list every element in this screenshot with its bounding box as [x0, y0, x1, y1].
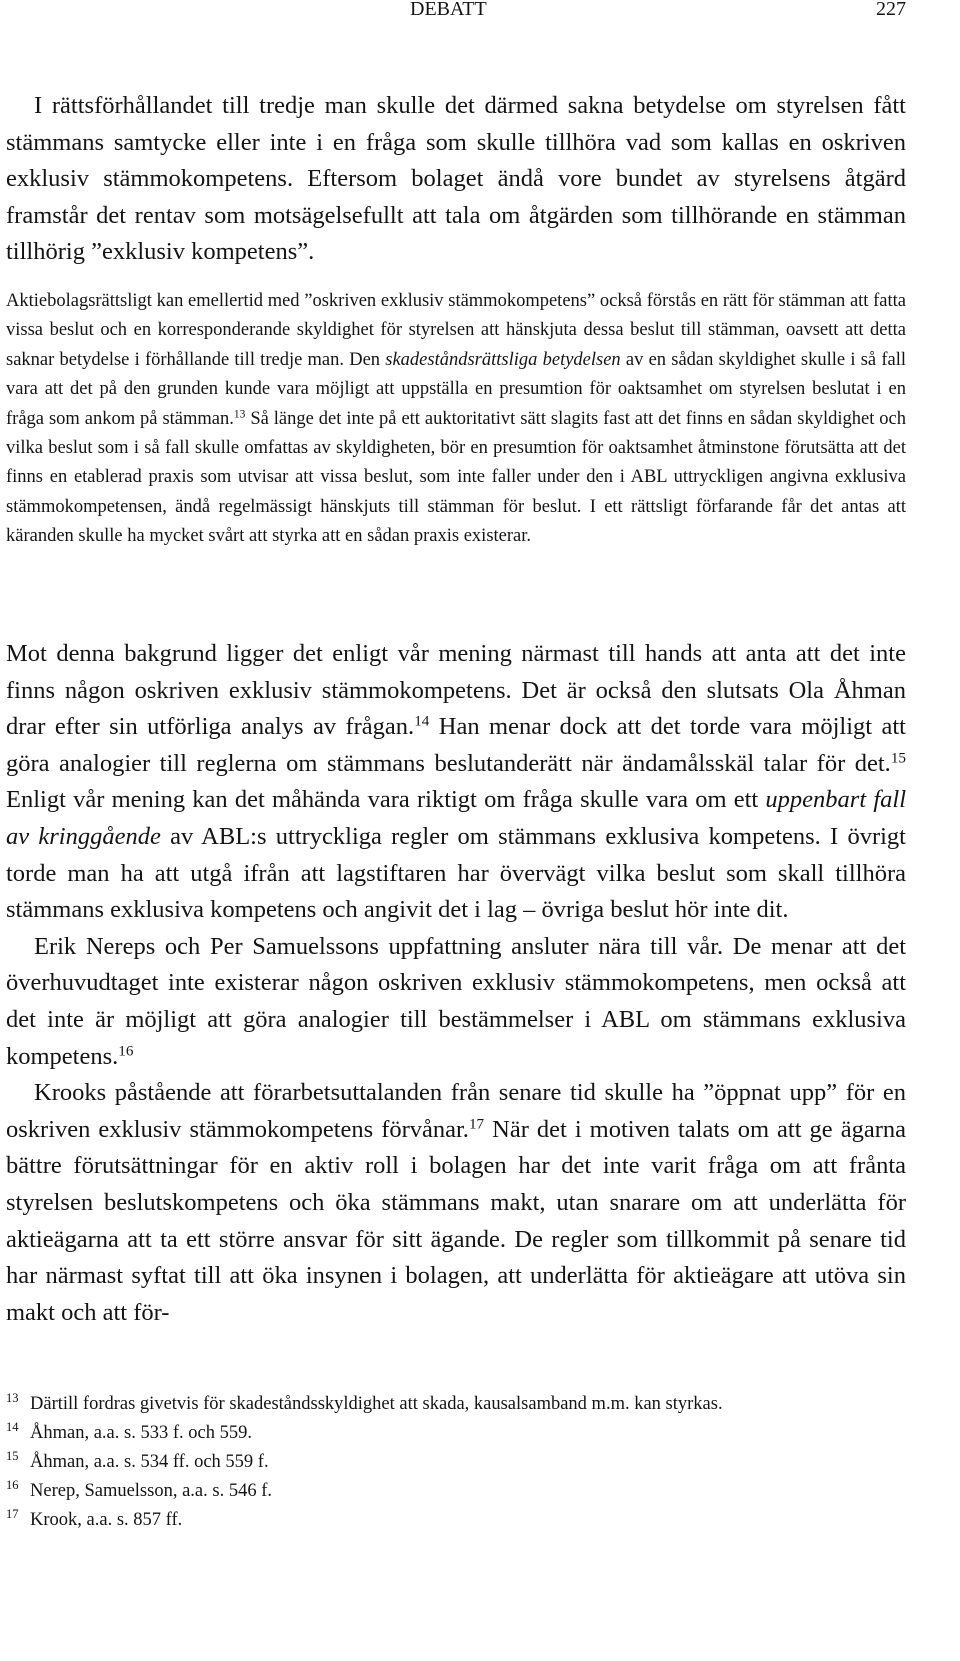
- footnote-16: 16 Nerep, Samuelsson, a.a. s. 546 f.: [6, 1477, 272, 1501]
- footnote-14: 14 Åhman, a.a. s. 533 f. och 559.: [6, 1419, 252, 1443]
- paragraph-krook: [6, 1075, 906, 1331]
- paragraph-company-law-meaning: [6, 287, 906, 552]
- paragraph-text: av en sådan skyldighet skulle i så fall vara att det på den grunden kunde vara möjligt att uppställa en presumtion för oaktsamhet om styrelsen beslutat i en fråga som ankom på stämman.: [6, 349, 906, 429]
- main-text-block: [6, 636, 906, 1331]
- footnote-ref-16: 16: [118, 1042, 134, 1060]
- paragraph-text: Han menar dock att det torde vara möjligt att göra analogier till reglerna om stämmans beslutanderätt när ändamålsskäl talar för det.: [6, 713, 906, 777]
- page-number: 227: [876, 0, 906, 20]
- footnote-13: 13 Därtill fordras givetvis för skadeståndsskyldighet att skada, kausalsamband m.m. kan styrkas.: [6, 1390, 723, 1414]
- paragraph-text: Aktiebolagsrättsligt kan emellertid med ”oskriven exklusiv stämmokompetens” också förstås en rätt för stämman att fatta vissa beslut och en korresponderande skyldighet för styrelsen att hänskjuta dessa beslut till stämman, oavsett att detta saknar betydelse i förhållande till tredje man. Den: [6, 291, 906, 370]
- document-page: [6, 0, 906, 1661]
- paragraph-background: [6, 636, 906, 929]
- paragraph-text: Mot denna bakgrund ligger det enligt vår mening närmast till hands att anta att det inte finns någon oskriven exklusiv stämmokompetens. Det är också den slutsats Ola Åhman drar efter sin utförliga analys av frågan.: [6, 640, 906, 741]
- footnote-15: 15 Åhman, a.a. s. 534 ff. och 559 f.: [6, 1448, 269, 1472]
- paragraph-text: av ABL:s uttryckliga regler om stämmans exklusiva kompetens. I övrigt torde man ha att utgå ifrån att lagstiftaren har övervägt vilka beslut som skall tillhöra stämmans exklusiva kompetens och angivit det i lag – övriga beslut hör inte dit.: [6, 822, 906, 924]
- footnote-17: 17 Krook, a.a. s. 857 ff.: [6, 1506, 183, 1530]
- paragraph-text: Krooks påstående att förarbetsuttalanden från senare tid skulle ha ”öppnat upp” för en oskriven exklusiv stämmokompetens förvånar.: [6, 1079, 906, 1143]
- emphasis-text: skadeståndsrättsliga betydelsen: [385, 349, 621, 370]
- footnote-ref-17: 17: [468, 1115, 485, 1133]
- footnote-text: Nerep, Samuelsson, a.a. s. 546 f.: [30, 1481, 272, 1501]
- running-header: [6, 0, 906, 24]
- emphasis-text: uppenbart fall av kringgående: [6, 786, 906, 850]
- footnotes: [6, 1390, 906, 1535]
- footnote-text: Åhman, a.a. s. 533 f. och 559.: [30, 1423, 252, 1443]
- section-title: DEBATT: [410, 0, 487, 20]
- footnote-text: Åhman, a.a. s. 534 ff. och 559 f.: [30, 1452, 269, 1472]
- paragraph-text: Enligt vår mening kan det måhända vara riktigt om fråga skulle vara om ett: [6, 786, 766, 814]
- footnote-ref-13: 13: [233, 408, 246, 421]
- paragraph-text: Så länge det inte på ett auktoritativt sätt slagits fast att det finns en sådan skyldighet och vilka beslut som i så fall skulle omfattas av skyldigheten, bör en presumtion för oaktsamhet åtminstone förutsätta att det finns en etablerad praxis som utvisar att vissa beslut, som inte faller under den i ABL uttryckligen angivna exklusiva stämmokompetensen, ändå regelmässigt hänskjuts till stämman för beslut. I ett rättsligt förfarande får det antas att käranden skulle ha mycket svårt att styrka att en sådan praxis existerar.: [6, 408, 907, 547]
- footnote-ref-15: 15: [890, 749, 906, 767]
- footnote-ref-14: 14: [414, 712, 430, 730]
- paragraph-text: Erik Nereps och Per Samuelssons uppfattning ansluter nära till vår. De menar att det överhuvudtaget inte existerar någon oskriven exklusiv stämmokompetens, men också att det inte är möjligt att göra analogier till bestämmelser i ABL om stämmans exklusiva kompetens.: [6, 932, 906, 1070]
- paragraph-third-party-relation: [6, 88, 906, 271]
- footnote-text: Därtill fordras givetvis för skadeståndsskyldighet att skada, kausalsamband m.m. kan styrkas.: [30, 1394, 723, 1414]
- paragraph-text: När det i motiven talats om att ge ägarna bättre förutsättningar för en aktiv roll i bolagen har det inte varit fråga om att frånta styrelsen beslutskompetens och öka stämmans makt, utan snarare om att underlätta för aktieägarna att ta ett större ansvar för sitt ägande. De regler som tillkommit på senare tid har närmast syftat till att öka insynen i bolagen, att underlätta för aktieägare att utöva sin makt och att för-: [6, 1115, 906, 1326]
- paragraph-nerep-samuelsson: [6, 929, 906, 1075]
- footnote-text: Krook, a.a. s. 857 ff.: [30, 1510, 183, 1530]
- paragraph-text: I rättsförhållandet till tredje man skulle det därmed sakna betydelse om styrelsen fått stämmans samtycke eller inte i en fråga som skulle tillhöra vad som kallas en oskriven exklusiv stämmokompetens. Eftersom bolaget ändå vore bundet av styrelsens åtgärd framstår det rentav som motsägelsefullt att tala om åtgärden som tillhörande en stämman tillhörig ”exklusiv kompetens”.: [6, 92, 906, 266]
